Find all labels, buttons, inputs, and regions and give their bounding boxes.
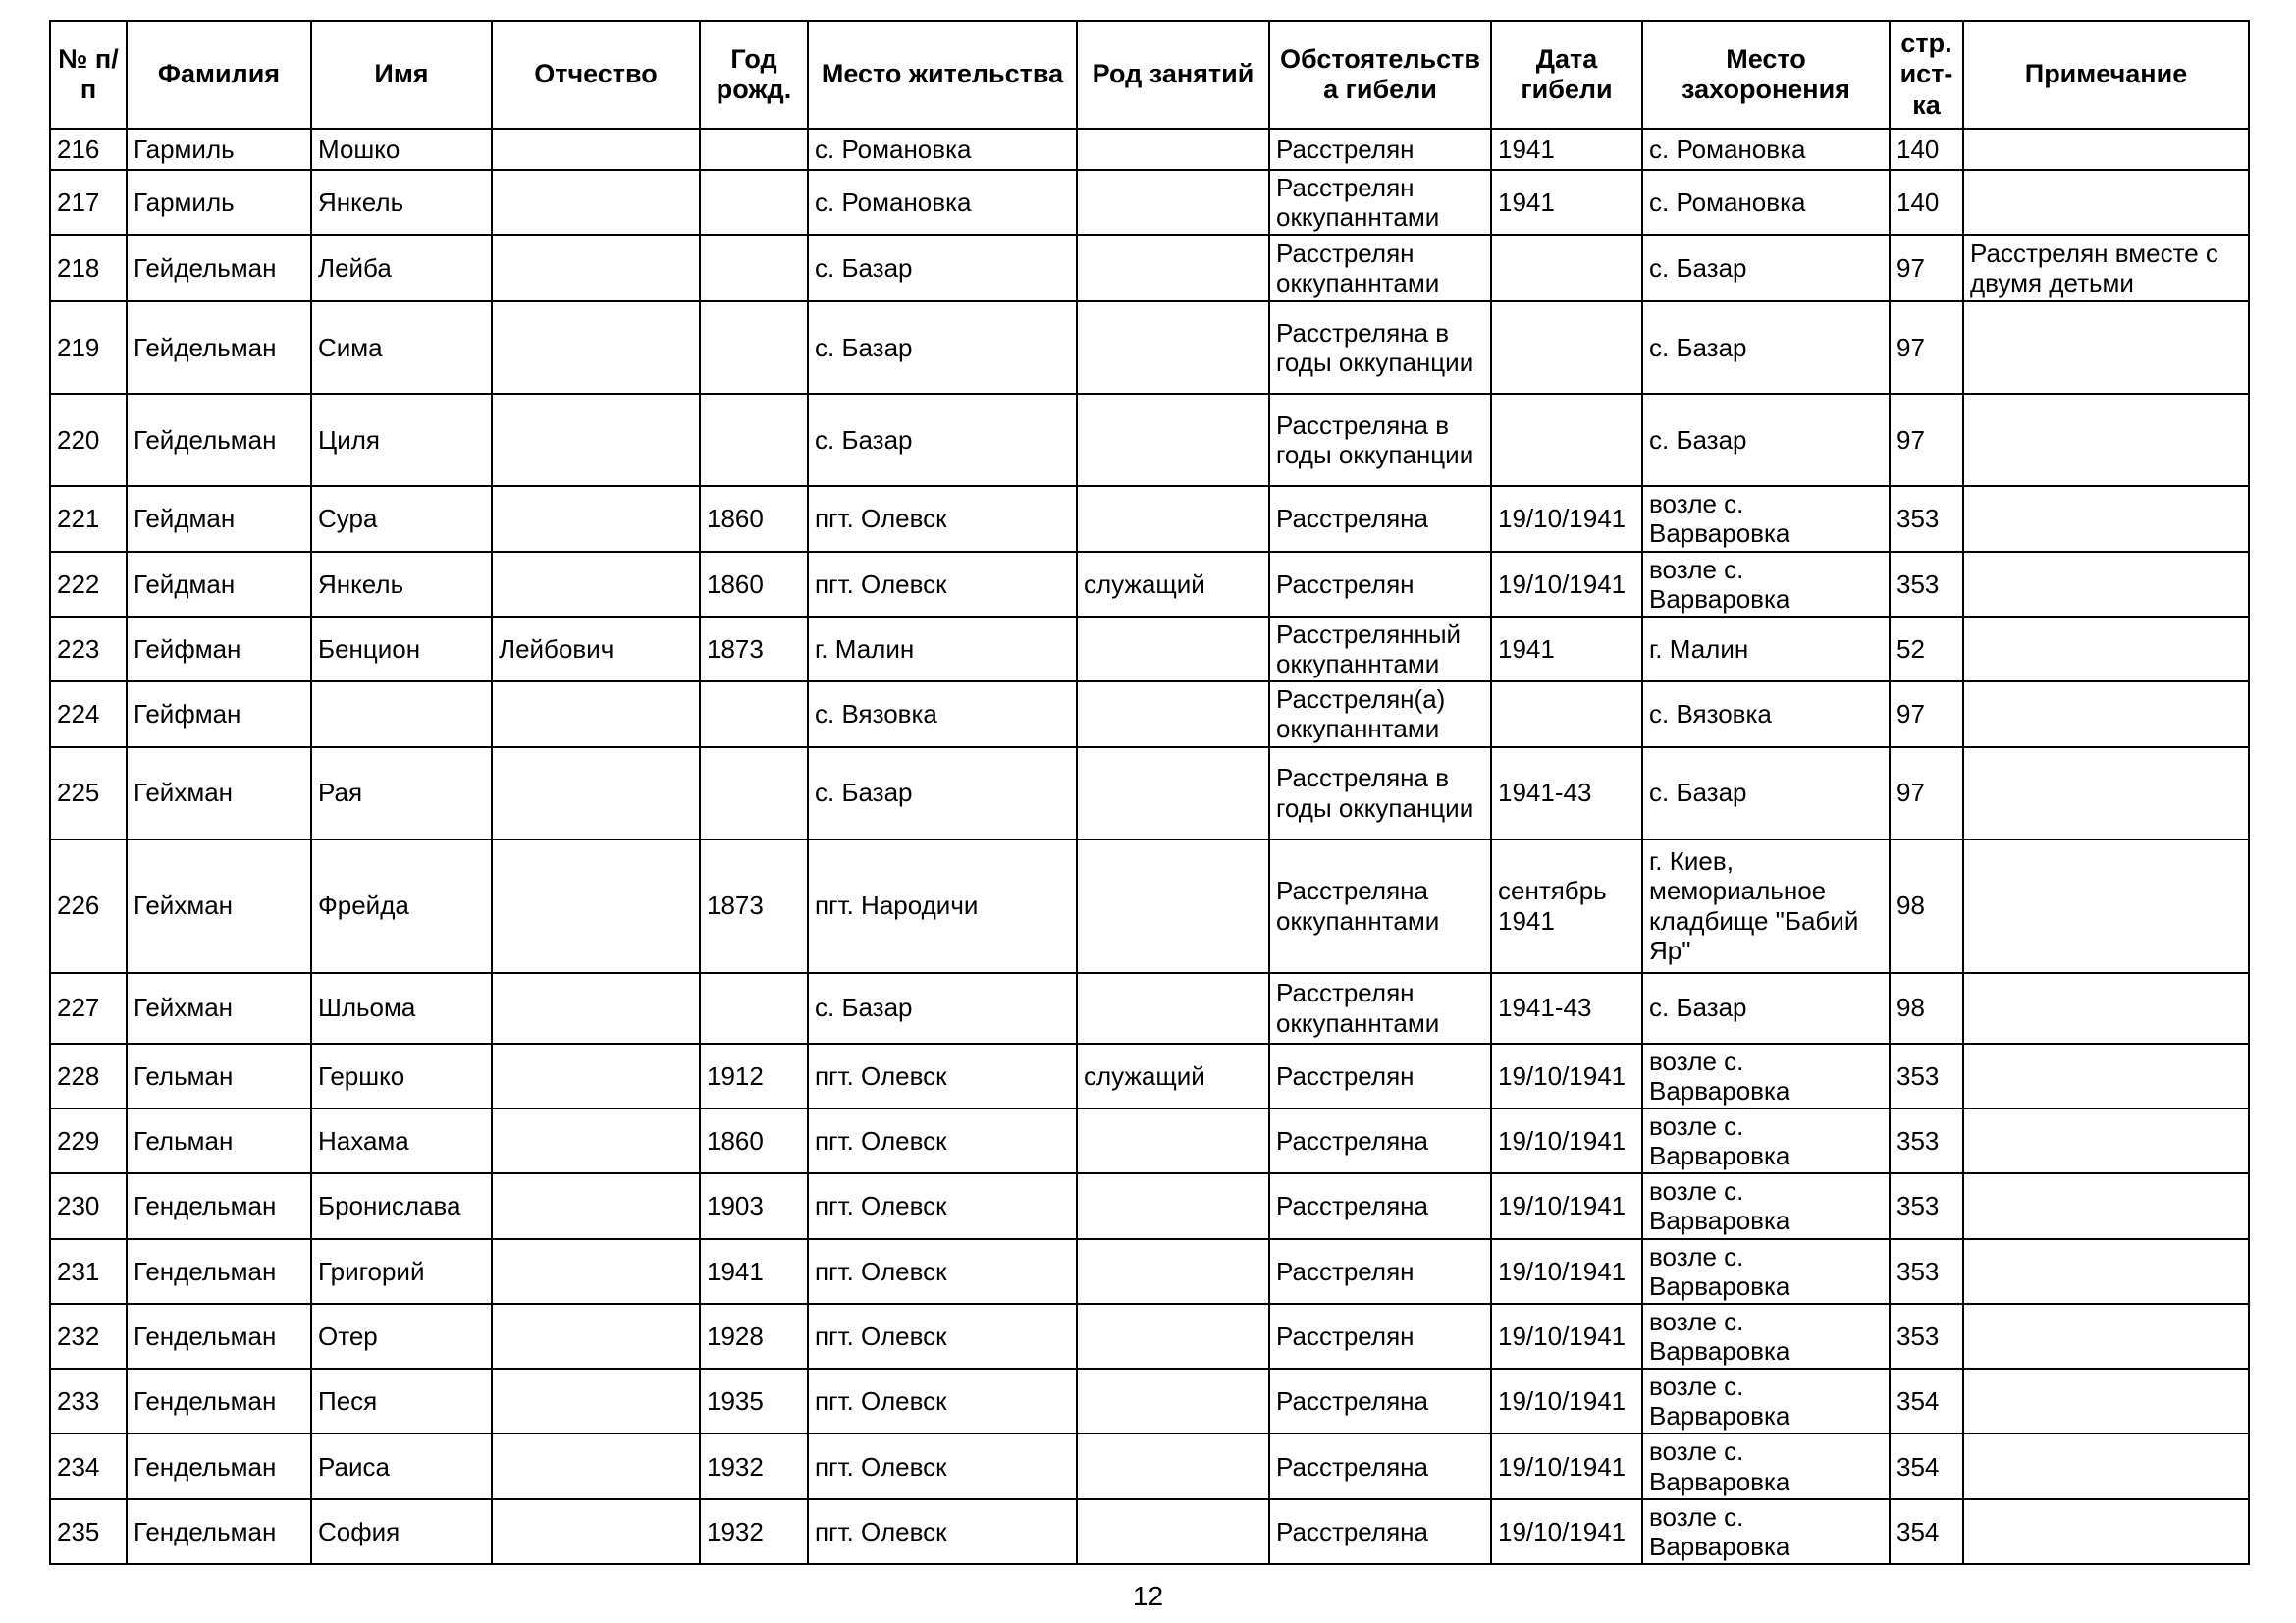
table-cell: Рая [311, 747, 492, 839]
table-cell: с. Базар [1642, 394, 1890, 486]
table-cell: служащий [1077, 552, 1269, 617]
table-cell: возле с. Варваровка [1642, 1434, 1890, 1498]
table-cell: Гельман [127, 1044, 311, 1109]
table-row [50, 235, 2249, 301]
table-cell [1077, 681, 1269, 746]
table-cell: 1860 [700, 486, 808, 551]
table-cell [492, 486, 700, 551]
column-header: Дата гибели [1491, 21, 1642, 129]
table-cell: 227 [50, 973, 127, 1044]
table-cell: пгт. Олевск [808, 1044, 1077, 1109]
table-cell: 225 [50, 747, 127, 839]
table-cell: 353 [1890, 1173, 1963, 1238]
table-cell: возле с. Варваровка [1642, 1304, 1890, 1369]
table-cell: Расстреляна [1269, 1173, 1491, 1238]
table-cell [492, 552, 700, 617]
table-cell: возле с. Варваровка [1642, 486, 1890, 551]
table-row [50, 1304, 2249, 1369]
table-row [50, 552, 2249, 617]
table-cell [1963, 552, 2249, 617]
table-cell: 223 [50, 617, 127, 681]
table-cell [492, 1173, 700, 1238]
table-cell [492, 170, 700, 235]
table-cell: с. Базар [808, 973, 1077, 1044]
table-cell [1077, 973, 1269, 1044]
table-cell: Расстреляна [1269, 1109, 1491, 1173]
table-cell: 140 [1890, 129, 1963, 170]
column-header: Обстоятельства гибели [1269, 21, 1491, 129]
table-cell: с. Базар [808, 394, 1077, 486]
table-cell: 354 [1890, 1434, 1963, 1498]
table-cell: Гендельман [127, 1239, 311, 1304]
table-cell: с. Базар [1642, 301, 1890, 394]
table-cell: 353 [1890, 486, 1963, 551]
table-cell [700, 129, 808, 170]
table-cell: 1941 [1491, 170, 1642, 235]
table-cell: Отер [311, 1304, 492, 1369]
table-cell: 216 [50, 129, 127, 170]
table-row [50, 1044, 2249, 1109]
table-row [50, 394, 2249, 486]
table-cell: Шльома [311, 973, 492, 1044]
table-cell [492, 681, 700, 746]
table-cell [1077, 1434, 1269, 1498]
table-cell [700, 301, 808, 394]
table-cell [1077, 1173, 1269, 1238]
column-header: Род занятий [1077, 21, 1269, 129]
table-cell: 1932 [700, 1434, 808, 1498]
table-cell: 231 [50, 1239, 127, 1304]
table-cell: Гейдман [127, 486, 311, 551]
table-cell: возле с. Варваровка [1642, 1109, 1890, 1173]
table-cell [700, 394, 808, 486]
table-cell [492, 129, 700, 170]
table-cell: Гельман [127, 1109, 311, 1173]
table-cell [1963, 301, 2249, 394]
table-cell: 19/10/1941 [1491, 1239, 1642, 1304]
table-cell: Расстрелян [1269, 129, 1491, 170]
table-cell: возле с. Варваровка [1642, 1499, 1890, 1564]
table-cell: с. Базар [808, 235, 1077, 301]
table-cell [1491, 301, 1642, 394]
table-cell: пгт. Олевск [808, 1304, 1077, 1369]
table-cell: пгт. Олевск [808, 1109, 1077, 1173]
table-cell [1963, 170, 2249, 235]
table-cell: 19/10/1941 [1491, 1304, 1642, 1369]
table-cell: Гендельман [127, 1434, 311, 1498]
table-cell [1963, 1173, 2249, 1238]
table-cell: 232 [50, 1304, 127, 1369]
table-cell: Григорий [311, 1239, 492, 1304]
victims-table [49, 20, 2250, 1565]
table-cell: Гейдельман [127, 301, 311, 394]
table-cell: 1928 [700, 1304, 808, 1369]
table-cell: 1873 [700, 839, 808, 973]
table-cell [1077, 1369, 1269, 1434]
table-cell: 353 [1890, 1304, 1963, 1369]
table-cell [1077, 1304, 1269, 1369]
table-cell: Расстрелян [1269, 1239, 1491, 1304]
table-cell [492, 1304, 700, 1369]
table-cell [492, 973, 700, 1044]
table-cell: Гармиль [127, 170, 311, 235]
table-cell: 19/10/1941 [1491, 1499, 1642, 1564]
table-cell: 353 [1890, 1239, 1963, 1304]
table-row [50, 486, 2249, 551]
table-row [50, 617, 2249, 681]
column-header: № п/п [50, 21, 127, 129]
table-cell: Раиса [311, 1434, 492, 1498]
table-cell: г. Киев, мемориальное кладбище "Бабий Яр" [1642, 839, 1890, 973]
table-cell: с. Романовка [808, 170, 1077, 235]
table-cell [1963, 1499, 2249, 1564]
table-cell [1963, 394, 2249, 486]
table-cell [1077, 839, 1269, 973]
table-cell: Гейфман [127, 681, 311, 746]
table-cell [700, 973, 808, 1044]
table-cell: 222 [50, 552, 127, 617]
table-cell: Гейдман [127, 552, 311, 617]
table-row [50, 129, 2249, 170]
table-cell: 219 [50, 301, 127, 394]
table-cell: Гейфман [127, 617, 311, 681]
table-cell: Гейхман [127, 747, 311, 839]
table-cell: Расстреляна в годы оккупанции [1269, 301, 1491, 394]
table-cell: 1941-43 [1491, 973, 1642, 1044]
table-cell: Циля [311, 394, 492, 486]
table-cell: Песя [311, 1369, 492, 1434]
table-cell: пгт. Олевск [808, 1369, 1077, 1434]
table-cell: Расстреляна [1269, 1434, 1491, 1498]
table-cell [1963, 1044, 2249, 1109]
table-cell: пгт. Народичи [808, 839, 1077, 973]
table-cell: 98 [1890, 839, 1963, 973]
table-row [50, 1434, 2249, 1498]
table-cell [1077, 129, 1269, 170]
table-cell: 1932 [700, 1499, 808, 1564]
header-row [50, 21, 2249, 129]
table-cell: с. Базар [1642, 235, 1890, 301]
table-cell: 1941 [1491, 129, 1642, 170]
table-row [50, 1173, 2249, 1238]
table-cell: 353 [1890, 552, 1963, 617]
table-cell: София [311, 1499, 492, 1564]
table-cell: 1860 [700, 552, 808, 617]
column-header: Имя [311, 21, 492, 129]
table-cell: с. Вязовка [1642, 681, 1890, 746]
table-cell [1963, 973, 2249, 1044]
table-cell: Расстрелянный оккупаннтами [1269, 617, 1491, 681]
table-cell: Расстрелян(а) оккупаннтами [1269, 681, 1491, 746]
table-cell: г. Малин [1642, 617, 1890, 681]
table-cell [700, 170, 808, 235]
table-cell: 1873 [700, 617, 808, 681]
table-cell: возле с. Варваровка [1642, 552, 1890, 617]
table-cell [1077, 747, 1269, 839]
table-cell: 217 [50, 170, 127, 235]
table-cell [492, 747, 700, 839]
table-cell: Расстреляна [1269, 1369, 1491, 1434]
table-row [50, 1109, 2249, 1173]
table-cell: 218 [50, 235, 127, 301]
table-cell: Гейдельман [127, 235, 311, 301]
table-cell: пгт. Олевск [808, 1173, 1077, 1238]
table-cell [1963, 1434, 2249, 1498]
table-cell: с. Романовка [1642, 170, 1890, 235]
column-header: стр. ист-ка [1890, 21, 1963, 129]
table-cell [1077, 1499, 1269, 1564]
table-cell: 230 [50, 1173, 127, 1238]
table-cell [311, 681, 492, 746]
table-row [50, 301, 2249, 394]
table-cell: 1935 [700, 1369, 808, 1434]
table-cell: 97 [1890, 747, 1963, 839]
table-cell [700, 235, 808, 301]
table-cell: 228 [50, 1044, 127, 1109]
table-cell: пгт. Олевск [808, 1434, 1077, 1498]
table-cell [1077, 235, 1269, 301]
table-cell: 1912 [700, 1044, 808, 1109]
table-row [50, 973, 2249, 1044]
table-cell [1077, 1239, 1269, 1304]
table-cell: Гендельман [127, 1304, 311, 1369]
table-cell: 220 [50, 394, 127, 486]
table-cell: Расстрелян оккупаннтами [1269, 170, 1491, 235]
table-cell [1963, 839, 2249, 973]
table-cell [1077, 394, 1269, 486]
table-header [50, 21, 2249, 129]
table-cell [1077, 486, 1269, 551]
table-cell: 234 [50, 1434, 127, 1498]
table-cell [492, 1499, 700, 1564]
table-cell: 97 [1890, 301, 1963, 394]
table-cell: 1860 [700, 1109, 808, 1173]
table-cell [1963, 747, 2249, 839]
table-cell: 97 [1890, 394, 1963, 486]
table-cell [492, 1109, 700, 1173]
table-cell: 233 [50, 1369, 127, 1434]
table-cell: Гейхман [127, 973, 311, 1044]
table-cell: 229 [50, 1109, 127, 1173]
table-cell: 221 [50, 486, 127, 551]
column-header: Год рожд. [700, 21, 808, 129]
table-cell [1963, 1109, 2249, 1173]
table-cell [1963, 681, 2249, 746]
table-cell: возле с. Варваровка [1642, 1369, 1890, 1434]
table-cell: Сима [311, 301, 492, 394]
table-cell [492, 394, 700, 486]
table-cell [1963, 617, 2249, 681]
table-cell: 97 [1890, 235, 1963, 301]
table-cell: пгт. Олевск [808, 552, 1077, 617]
table-cell: Гендельман [127, 1173, 311, 1238]
table-cell [1077, 617, 1269, 681]
column-header: Место захоронения [1642, 21, 1890, 129]
table-cell: 235 [50, 1499, 127, 1564]
table-cell: 98 [1890, 973, 1963, 1044]
table-cell: Гендельман [127, 1369, 311, 1434]
table-body [50, 129, 2249, 1564]
table-row [50, 747, 2249, 839]
table-cell: Лейбович [492, 617, 700, 681]
table-cell: 140 [1890, 170, 1963, 235]
table-cell: Мошко [311, 129, 492, 170]
table-cell: с. Базар [1642, 973, 1890, 1044]
table-cell: 19/10/1941 [1491, 1173, 1642, 1238]
column-header: Место жительства [808, 21, 1077, 129]
table-cell: Расстрелян вместе с двумя детьми [1963, 235, 2249, 301]
table-row [50, 170, 2249, 235]
table-cell: 97 [1890, 681, 1963, 746]
table-cell: 19/10/1941 [1491, 552, 1642, 617]
table-cell: служащий [1077, 1044, 1269, 1109]
table-cell [1077, 301, 1269, 394]
page-number: 12 [1132, 1581, 1164, 1612]
table-cell: Расстрелян оккупаннтами [1269, 235, 1491, 301]
table-cell: 19/10/1941 [1491, 1434, 1642, 1498]
table-cell: 226 [50, 839, 127, 973]
table-cell: Нахама [311, 1109, 492, 1173]
table-cell: 19/10/1941 [1491, 1369, 1642, 1434]
table-cell [1077, 170, 1269, 235]
table-cell: Расстреляна в годы оккупанции [1269, 394, 1491, 486]
table-cell: Янкель [311, 552, 492, 617]
table-cell: сентябрь 1941 [1491, 839, 1642, 973]
table-cell: 353 [1890, 1109, 1963, 1173]
column-header: Отчество [492, 21, 700, 129]
table-cell: Бенцион [311, 617, 492, 681]
table-cell: возле с. Варваровка [1642, 1173, 1890, 1238]
table-cell [492, 1434, 700, 1498]
table-cell [492, 1044, 700, 1109]
table-cell: Гершко [311, 1044, 492, 1109]
table-cell [1491, 235, 1642, 301]
table-cell [492, 235, 700, 301]
table-cell: 1941 [1491, 617, 1642, 681]
table-cell: Бронислава [311, 1173, 492, 1238]
table-cell [1963, 1239, 2249, 1304]
table-cell: 353 [1890, 1044, 1963, 1109]
table-cell: Лейба [311, 235, 492, 301]
table-cell: 1941 [700, 1239, 808, 1304]
table-cell: Янкель [311, 170, 492, 235]
table-cell: 19/10/1941 [1491, 1109, 1642, 1173]
table-cell: 19/10/1941 [1491, 486, 1642, 551]
table-cell: пгт. Олевск [808, 1239, 1077, 1304]
table-cell: Расстреляна [1269, 1499, 1491, 1564]
table-cell: Гендельман [127, 1499, 311, 1564]
table-cell: возле с. Варваровка [1642, 1239, 1890, 1304]
table-cell: с. Вязовка [808, 681, 1077, 746]
table-cell: возле с. Варваровка [1642, 1044, 1890, 1109]
table-cell: Фрейда [311, 839, 492, 973]
table-cell: Гармиль [127, 129, 311, 170]
column-header: Фамилия [127, 21, 311, 129]
table-cell: Расстрелян [1269, 1304, 1491, 1369]
table-cell [492, 301, 700, 394]
table-cell: пгт. Олевск [808, 486, 1077, 551]
table-cell: 52 [1890, 617, 1963, 681]
table-row [50, 1499, 2249, 1564]
table-cell: Расстрелян [1269, 552, 1491, 617]
table-cell: Сура [311, 486, 492, 551]
table-cell: 354 [1890, 1369, 1963, 1434]
table-cell [1077, 1109, 1269, 1173]
table-cell [492, 1369, 700, 1434]
table-cell [1963, 1304, 2249, 1369]
table-cell: пгт. Олевск [808, 1499, 1077, 1564]
table-cell: 19/10/1941 [1491, 1044, 1642, 1109]
table-cell: 354 [1890, 1499, 1963, 1564]
table-cell [1963, 486, 2249, 551]
table-cell: Расстреляна в годы оккупанции [1269, 747, 1491, 839]
table-cell: 1903 [700, 1173, 808, 1238]
table-cell: 1941-43 [1491, 747, 1642, 839]
column-header: Примечание [1963, 21, 2249, 129]
table-cell [700, 681, 808, 746]
table-cell [1491, 681, 1642, 746]
table-cell: Расстрелян [1269, 1044, 1491, 1109]
table-cell: Расстреляна [1269, 486, 1491, 551]
table-cell: г. Малин [808, 617, 1077, 681]
table-row [50, 1239, 2249, 1304]
table-cell: Расстрелян оккупаннтами [1269, 973, 1491, 1044]
table-cell: Расстреляна оккупаннтами [1269, 839, 1491, 973]
table-cell: Гейхман [127, 839, 311, 973]
table-cell: с. Романовка [808, 129, 1077, 170]
table-cell [700, 747, 808, 839]
table-row [50, 681, 2249, 746]
table-cell [1963, 1369, 2249, 1434]
table-cell [1491, 394, 1642, 486]
table-cell: с. Базар [808, 747, 1077, 839]
table-cell: 224 [50, 681, 127, 746]
table-cell: с. Базар [808, 301, 1077, 394]
table-cell: с. Романовка [1642, 129, 1890, 170]
table-row [50, 839, 2249, 973]
table-cell [492, 839, 700, 973]
table-cell [1963, 129, 2249, 170]
table-cell [492, 1239, 700, 1304]
table-cell: с. Базар [1642, 747, 1890, 839]
table-row [50, 1369, 2249, 1434]
table-cell: Гейдельман [127, 394, 311, 486]
